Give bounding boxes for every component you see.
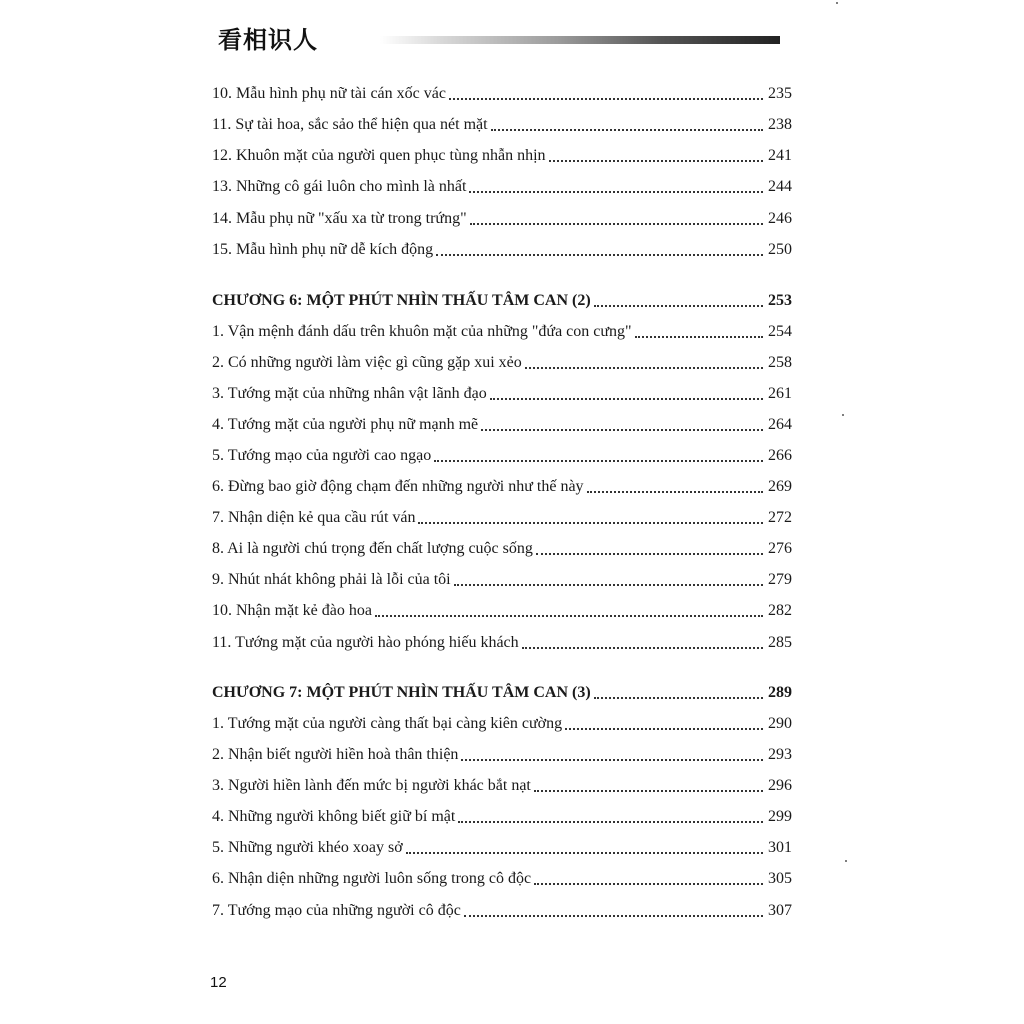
dot-leader [461, 759, 763, 761]
toc-entry-title: 10. Nhận mặt kẻ đào hoa [212, 602, 372, 619]
toc-entry-title: 7. Tướng mạo của những người cô độc [212, 902, 461, 919]
dot-leader [436, 254, 763, 256]
dot-leader [536, 553, 763, 555]
toc-entry [212, 566, 792, 590]
toc-entry [212, 629, 792, 653]
dot-leader [525, 367, 763, 369]
toc-entry-title: 14. Mẫu phụ nữ "xấu xa từ trong trứng" [212, 210, 467, 227]
toc-entry [212, 173, 792, 197]
toc-entry-title: 1. Vận mệnh đánh dấu trên khuôn mặt của những "đứa con cưng" [212, 323, 632, 340]
dot-leader [464, 915, 763, 917]
toc-entry-title: 11. Sự tài hoa, sắc sảo thể hiện qua nét mặt [212, 116, 488, 133]
toc-entry-title: 3. Tướng mặt của những nhân vật lãnh đạo [212, 385, 487, 402]
toc-entry-page: 266 [768, 447, 792, 464]
dot-leader [534, 883, 763, 885]
toc-entry-title: 5. Tướng mạo của người cao ngạo [212, 447, 432, 464]
toc-entry-page: 246 [768, 210, 792, 227]
toc-entry [212, 710, 792, 734]
toc-entry-title: 4. Những người không biết giữ bí mật [212, 808, 456, 825]
dot-leader [490, 398, 763, 400]
toc-entry-page: 301 [768, 839, 792, 856]
toc-entry-page: 238 [768, 116, 792, 133]
toc-chapter-heading [212, 679, 792, 703]
dot-leader [406, 852, 763, 854]
toc-entry-title: 7. Nhận diện kẻ qua cầu rút ván [212, 509, 416, 526]
toc-entry-page: 305 [768, 870, 792, 887]
dot-leader [587, 491, 763, 493]
dot-leader [469, 191, 763, 193]
toc-entry-title: 2. Nhận biết người hiền hoà thân thiện [212, 746, 459, 763]
toc-entry-page: 285 [768, 634, 792, 651]
toc-entry-title: 11. Tướng mặt của người hào phóng hiếu khách [212, 634, 519, 651]
toc-chapter-heading [212, 287, 792, 311]
toc-entry-page: 264 [768, 416, 792, 433]
toc-entry [212, 834, 792, 858]
toc-entry [212, 205, 792, 229]
toc-entry-page: 307 [768, 902, 792, 919]
toc-entry-page: 254 [768, 323, 792, 340]
toc-entry [212, 504, 792, 528]
toc-entry [212, 442, 792, 466]
scan-speck [836, 2, 838, 4]
toc-entry-page: 250 [768, 241, 792, 258]
dot-leader [418, 522, 763, 524]
toc-entry-title: 6. Nhận diện những người luôn sống trong cô độc [212, 870, 532, 887]
scan-speck [845, 860, 847, 862]
toc-entry-page: 289 [768, 684, 792, 701]
scan-speck [842, 414, 844, 416]
toc-entry-page: 272 [768, 509, 792, 526]
toc-entry-title: 13. Những cô gái luôn cho mình là nhất [212, 178, 467, 195]
toc-entry-page: 282 [768, 602, 792, 619]
toc-entry-title: 8. Ai là người chú trọng đến chất lượng cuộc sống [212, 540, 533, 557]
toc-entry [212, 741, 792, 765]
toc-entry [212, 380, 792, 404]
toc-entry-title: 12. Khuôn mặt của người quen phục tùng nhẫn nhịn [212, 147, 546, 164]
toc-entry [212, 865, 792, 889]
toc-entry [212, 80, 792, 104]
toc-entry-title: 9. Nhút nhát không phải là lỗi của tôi [212, 571, 451, 588]
toc-entry-title: CHƯƠNG 7: MỘT PHÚT NHÌN THẤU TÂM CAN (3) [212, 684, 591, 701]
toc-entry-title: 4. Tướng mặt của người phụ nữ mạnh mẽ [212, 416, 479, 433]
toc-entry-page: 241 [768, 147, 792, 164]
toc-entry [212, 897, 792, 921]
toc-entry-title: CHƯƠNG 6: MỘT PHÚT NHÌN THẤU TÂM CAN (2) [212, 292, 591, 309]
header-rule [380, 36, 780, 44]
toc-entry-page: 299 [768, 808, 792, 825]
toc-entry [212, 803, 792, 827]
dot-leader [375, 615, 763, 617]
dot-leader [458, 821, 763, 823]
toc-entry-page: 290 [768, 715, 792, 732]
toc-entry [212, 236, 792, 260]
dot-leader [522, 647, 763, 649]
toc-entry [212, 142, 792, 166]
dot-leader [434, 460, 763, 462]
toc-entry-page: 279 [768, 571, 792, 588]
toc-entry [212, 535, 792, 559]
toc-entry-page: 235 [768, 85, 792, 102]
toc-entry [212, 411, 792, 435]
dot-leader [635, 336, 763, 338]
toc-entry-title: 10. Mẫu hình phụ nữ tài cán xốc vác [212, 85, 446, 102]
toc-entry [212, 597, 792, 621]
toc-entry-title: 2. Có những người làm việc gì cũng gặp xui xẻo [212, 354, 522, 371]
toc-entry-page: 261 [768, 385, 792, 402]
dot-leader [594, 697, 763, 699]
dot-leader [454, 584, 763, 586]
toc-entry-page: 258 [768, 354, 792, 371]
dot-leader [534, 790, 763, 792]
page-number: 12 [210, 974, 227, 991]
toc-entry-page: 296 [768, 777, 792, 794]
toc-entry-title: 1. Tướng mặt của người càng thất bại càng kiên cường [212, 715, 563, 732]
toc-entry [212, 111, 792, 135]
toc-entry-page: 293 [768, 746, 792, 763]
toc-entry [212, 318, 792, 342]
dot-leader [594, 305, 763, 307]
toc-entry-page: 253 [768, 292, 792, 309]
toc-entry [212, 772, 792, 796]
dot-leader [449, 98, 763, 100]
toc-entry-title: 6. Đừng bao giờ động chạm đến những người như thế này [212, 478, 584, 495]
toc-entry-page: 269 [768, 478, 792, 495]
dot-leader [481, 429, 763, 431]
toc-entry-page: 244 [768, 178, 792, 195]
toc-entry-title: 5. Những người khéo xoay sở [212, 839, 403, 856]
toc-entry-title: 3. Người hiền lành đến mức bị người khác bắt nạt [212, 777, 531, 794]
dot-leader [470, 223, 763, 225]
dot-leader [565, 728, 763, 730]
toc-entry [212, 349, 792, 373]
dot-leader [549, 160, 763, 162]
toc-entry-title: 15. Mẫu hình phụ nữ dễ kích động [212, 241, 434, 258]
toc-entry-page: 276 [768, 540, 792, 557]
toc-entry [212, 473, 792, 497]
header-title: 看相识人 [218, 25, 318, 54]
dot-leader [491, 129, 763, 131]
